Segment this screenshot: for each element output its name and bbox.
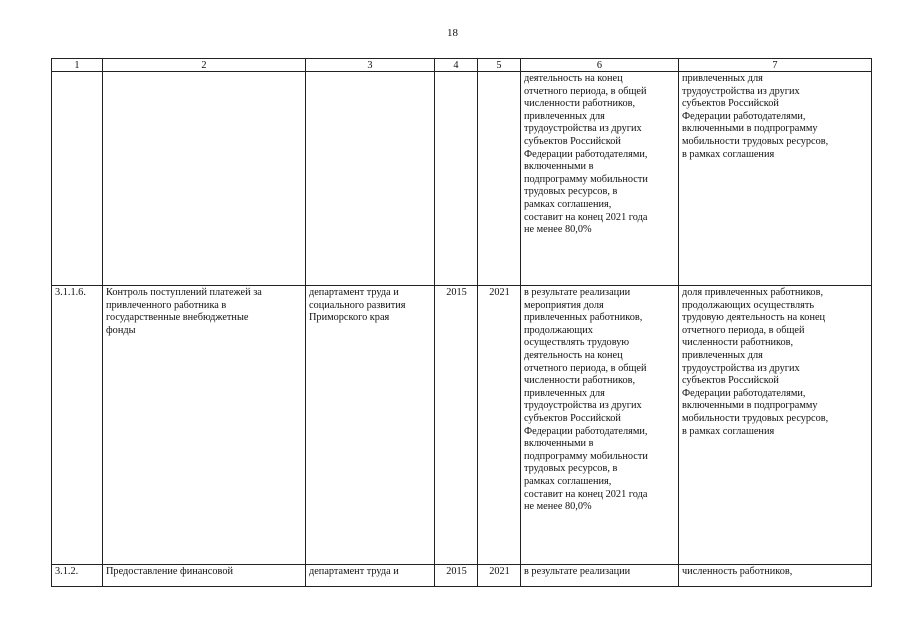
column-header-3: 3 <box>306 59 435 72</box>
cell-expected-result <box>521 286 679 565</box>
column-header-4: 4 <box>435 59 478 72</box>
header-row <box>52 59 872 72</box>
cell-text: численность работников, <box>682 566 793 577</box>
column-header-2: 2 <box>103 59 306 72</box>
cell-text: деятельность на конец отчетного периода, в общей численности работников, привлеченных для трудоустройства из других субъектов Российской Федерации работодателями, включенными в подпрограмму мобильности трудовых ресурсов, в рамках соглашения, составит на конец 2021 года не менее 80,0% <box>524 73 648 236</box>
table-row <box>52 565 872 587</box>
page-number: 18 <box>447 27 458 39</box>
cell-text: в результате реализации мероприятия доля привлеченных работников, продолжающих осуществлять трудовую деятельность на конец отчетного периода, в общей численности работников, привлеченных для трудоустройства из других субъектов Российской Федерации работодателями, включенными в подпрограмму мобильности трудовых ресурсов, в рамках соглашения, составит на конец 2021 года не менее 80,0% <box>524 287 648 513</box>
cell-executor <box>306 286 435 565</box>
column-header-6: 6 <box>521 59 679 72</box>
cell-text: в результате реализации <box>524 566 631 577</box>
table-row <box>52 286 872 565</box>
cell-text: 2015 <box>446 287 467 298</box>
cell-number <box>52 72 103 286</box>
cell-text: 3.1.1.6. <box>55 287 86 298</box>
cell-text: 3.1.2. <box>55 566 79 577</box>
cell-activity <box>103 72 306 286</box>
cell-activity <box>103 565 306 587</box>
cell-text: 2021 <box>489 287 510 298</box>
cell-executor <box>306 72 435 286</box>
cell-number <box>52 286 103 565</box>
cell-indicator <box>679 565 872 587</box>
cell-expected-result <box>521 565 679 587</box>
cell-text: департамент труда и социального развития Приморского края <box>309 287 406 324</box>
cell-activity <box>103 286 306 565</box>
cell-executor <box>306 565 435 587</box>
cell-text: привлеченных для трудоустройства из других субъектов Российской Федерации работодателями, включенными в подпрограмму мобильности трудовых ресурсов, в рамках соглашения <box>682 73 829 160</box>
cell-start-year <box>435 286 478 565</box>
cell-end-year <box>478 286 521 565</box>
cell-text: Предоставление финансовой <box>106 566 233 577</box>
program-table <box>51 58 872 587</box>
cell-text: 2021 <box>489 566 510 577</box>
cell-indicator <box>679 286 872 565</box>
column-header-5: 5 <box>478 59 521 72</box>
cell-indicator <box>679 72 872 286</box>
cell-end-year <box>478 565 521 587</box>
cell-text: доля привлеченных работников, продолжающих осуществлять трудовую деятельность на конец отчетного периода, в общей численности работников, привлеченных для трудоустройства из других субъектов Российской Федерации работодателями, включенными в подпрограмму мобильности трудовых ресурсов, в рамках соглашения <box>682 287 829 437</box>
column-header-1: 1 <box>52 59 103 72</box>
cell-text: департамент труда и <box>309 566 399 577</box>
cell-number <box>52 565 103 587</box>
cell-start-year <box>435 72 478 286</box>
column-header-7: 7 <box>679 59 872 72</box>
cell-text: 2015 <box>446 566 467 577</box>
table-row <box>52 72 872 286</box>
cell-start-year <box>435 565 478 587</box>
cell-end-year <box>478 72 521 286</box>
cell-expected-result <box>521 72 679 286</box>
cell-text: Контроль поступлений платежей за привлеченного работника в государственные внебюджетные фонды <box>106 287 262 336</box>
